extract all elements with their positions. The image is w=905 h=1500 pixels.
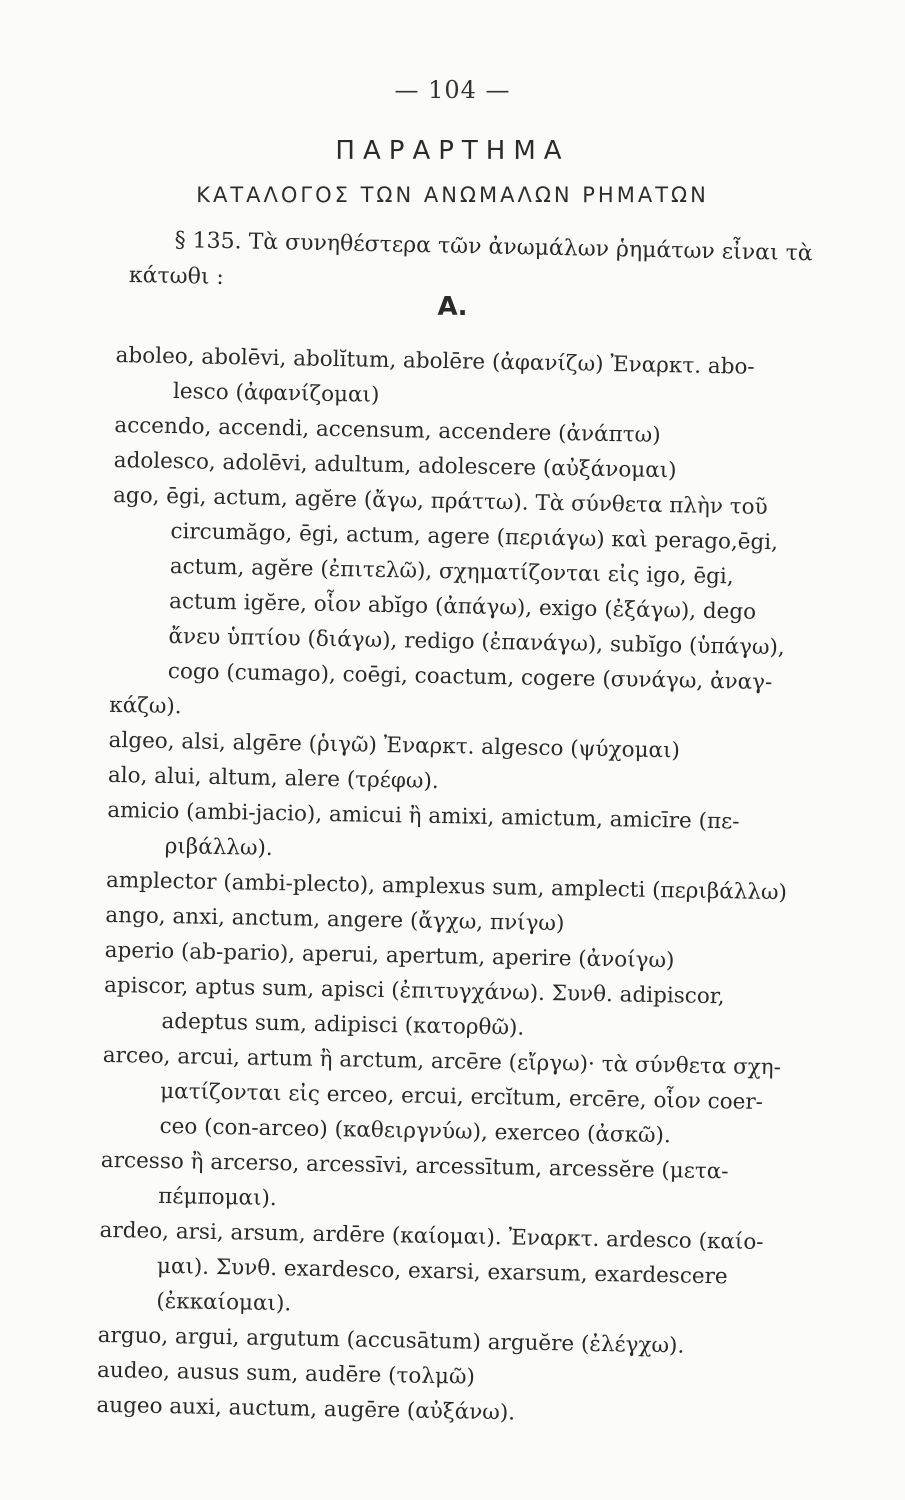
verb-entry-headline: arceo, arcui, artum ἢ arctum, arcēre (εἴργω)· τὰ σύνθετα σχη-	[102, 1042, 782, 1081]
verb-entry-continuation: actum, agĕre (ἐπιτελῶ), σχηματίζονται εἰς igo, ēgi,	[169, 554, 734, 590]
verb-entry-continuation: κάζω).	[109, 692, 182, 720]
verb-entry-headline: amplector (ambi-plecto), amplexus sum, amplecti (περιβάλλω)	[105, 867, 788, 906]
verb-entry-headline: audeo, ausus sum, audēre (τολμῶ)	[96, 1357, 476, 1390]
verb-entry-headline: augeo auxi, auctum, augēre (αὐξάνω).	[96, 1392, 516, 1426]
verb-entry	[109, 478, 863, 737]
verb-entry-headline: algeo, alsi, algēre (ῥιγῶ) Ἐναρκτ. algesco (ψύχομαι)	[108, 727, 681, 764]
verb-entry-headline: arguo, argui, argutum (accusātum) arguĕre (ἐλέγχω).	[97, 1322, 685, 1359]
verb-entry-headline: ardeo, arsi, arsum, ardēre (καίομαι). Ἐναρκτ. ardesco (καίο-	[99, 1217, 764, 1256]
verb-entry-headline: arcesso ἢ arcerso, arcessīvi, arcessītum, arcessĕre (μετα-	[100, 1147, 729, 1185]
page-number: — 104 —	[394, 76, 511, 104]
verb-entry-headline: accendo, accendi, accensum, accendere (ἀνάπτω)	[114, 412, 661, 448]
verb-entry-headline: amicio (ambi-jacio), amicui ἢ amixi, amictum, amicīre (πε-	[107, 797, 740, 835]
verb-entry-continuation: ἄνευ ὑπτίου (διάγω), redigo (ἐπανάγω), subĭgo (ὑπάγω),	[168, 624, 785, 661]
section-letter: Α.	[437, 292, 468, 322]
verb-entry-headline: ago, ēgi, actum, agĕre (ἄγω, πράττω). Τὰ σύνθετα πλὴν τοῦ	[112, 482, 768, 520]
verb-entry-headline: ango, anxi, anctum, angere (ἄγχω, πνίγω)	[105, 902, 565, 937]
verb-entry-continuation: cogo (cumago), coēgi, coactum, cogere (συνάγω, ἀναγ-	[167, 659, 773, 696]
verb-entry-continuation: πέμπομαι).	[158, 1183, 277, 1212]
catalog-subtitle: ΚΑΤΑΛΟΓΟΣ ΤΩΝ ΑΝΩΜΑΛΩΝ ΡΗΜΑΤΩΝ	[196, 183, 709, 207]
verb-entry-headline: aperio (ab-pario), aperui, apertum, aperire (ἀνοίγω)	[104, 937, 675, 974]
verb-entry-continuation: actum igĕre, οἷον abĭgo (ἀπάγω), exigo (ἐξάγω), dego	[168, 589, 757, 625]
verb-entry-continuation: adeptus sum, adipisci (κατορθῶ).	[161, 1008, 525, 1041]
intro-line-1: § 135. Τὰ συνηθέστερα τῶν ἀνωμάλων ῥημάτων εἶναι τὰ	[174, 227, 813, 267]
verb-entry-continuation: lesco (ἀφανίζομαι)	[172, 379, 380, 408]
verb-entry-headline: alo, alui, altum, alere (τρέφω).	[107, 762, 439, 794]
appendix-title: ΠΑΡΑΡΤΗΜΑ	[335, 136, 570, 166]
verb-entry-headline: apiscor, aptus sum, apisci (ἐπιτυγχάνω). Συνθ. adipiscor,	[103, 972, 725, 1010]
verb-entry-continuation: circumăgo, ēgi, actum, agere (περιάγω) καὶ perago,ēgi,	[170, 519, 779, 556]
verb-entry	[98, 1213, 850, 1332]
verb-entry	[101, 1038, 853, 1157]
verb-entry-continuation: ριβάλλω).	[164, 833, 273, 861]
verb-entry-continuation: ceo (con-arceo) (καθειργνύω), exerceo (ἀσκῶ).	[159, 1113, 671, 1149]
verb-entry-headline: adolesco, adolēvi, adultum, adolescere (αὐξάνομαι)	[113, 447, 677, 484]
verb-entry-continuation: (ἐκκαίομαι).	[156, 1288, 292, 1317]
verb-entry-continuation: μαι). Συνθ. exardesco, exarsi, exarsum, exardescere	[156, 1253, 728, 1290]
verb-entry-headline: aboleo, abolēvi, abolĭtum, abolēre (ἀφανίζω) Ἐναρκτ. abo-	[115, 342, 755, 380]
verb-entry-continuation: ματίζονται εἰς erceo, ercui, ercĭtum, ercēre, οἷον coer-	[159, 1078, 764, 1115]
intro-line-2: κάτωθι :	[128, 262, 225, 290]
verb-entry-list	[96, 338, 866, 1437]
